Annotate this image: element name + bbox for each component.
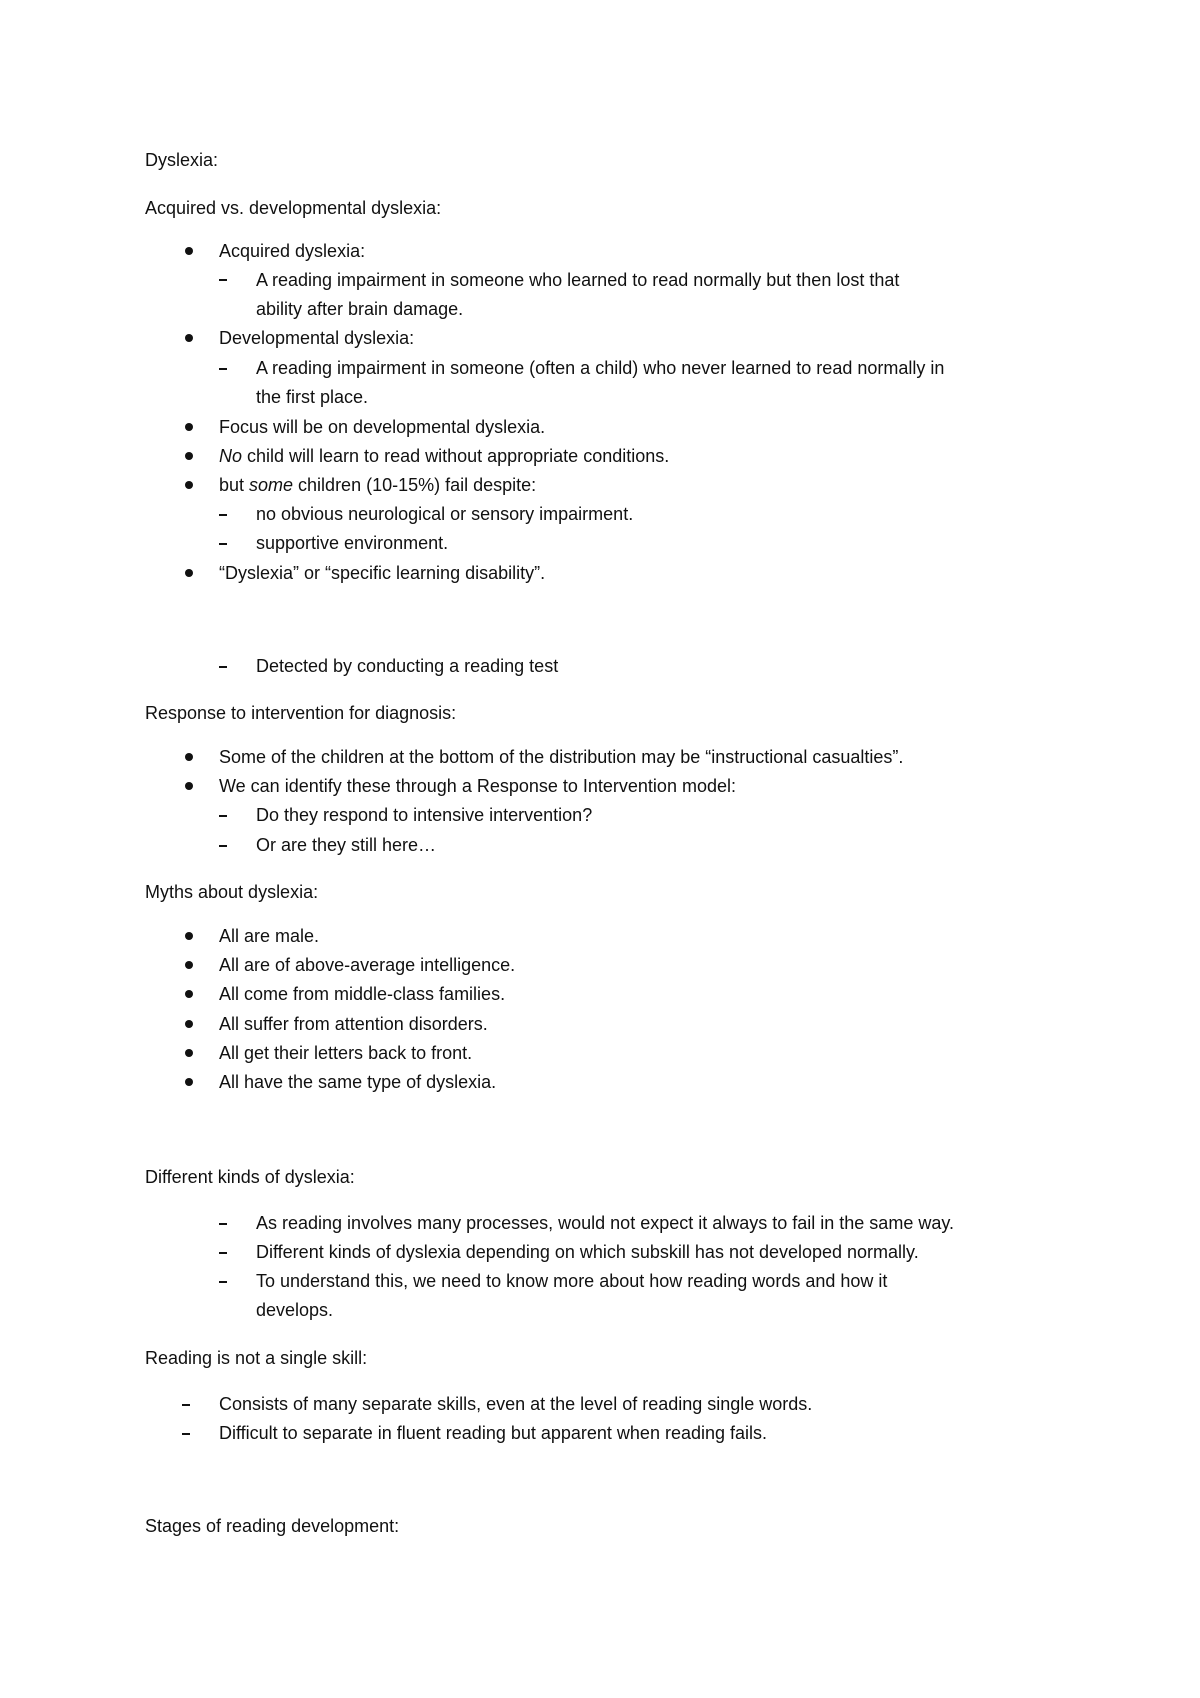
despite-item-2: supportive environment. (256, 533, 449, 553)
emphasis-no: No (219, 446, 243, 466)
dash-icon (219, 845, 227, 847)
bullet-icon (185, 1020, 193, 1028)
dash-icon (219, 1252, 227, 1254)
detected-item: Detected by conducting a reading test (256, 656, 559, 676)
dash-icon (219, 1223, 227, 1225)
bullet-icon (185, 452, 193, 460)
some-children-text: children (10-15%) fail despite: (293, 475, 537, 495)
section-heading-not-single-skill: Reading is not a single skill: (145, 1348, 368, 1368)
emphasis-some: some (249, 475, 294, 495)
bullet-icon (185, 1078, 193, 1086)
rti-subitem-1: Do they respond to intensive intervention? (256, 805, 593, 825)
myth-item: All are male. (219, 926, 320, 946)
bullet-icon (185, 932, 193, 940)
despite-item-1: no obvious neurological or sensory impairment. (256, 504, 634, 524)
but-text: but (219, 475, 250, 495)
section-heading-response-to-intervention: Response to intervention for diagnosis: (145, 703, 457, 723)
dash-icon (219, 514, 227, 516)
section-heading-myths: Myths about dyslexia: (145, 882, 319, 902)
list-item-rti-model: We can identify these through a Response to Intervention model: (219, 776, 736, 796)
list-item-instructional-casualties: Some of the children at the bottom of the distribution may be “instructional casualties”. (219, 747, 904, 767)
different-kinds-item-1: As reading involves many processes, would not expect it always to fail in the same way. (256, 1213, 955, 1233)
different-kinds-item-3-line-1: To understand this, we need to know more about how reading words and how it (256, 1271, 888, 1291)
no-child-text: child will learn to read without appropriate conditions. (242, 446, 670, 466)
bullet-icon (185, 990, 193, 998)
dash-icon (219, 1281, 227, 1283)
bullet-icon (185, 1049, 193, 1057)
myth-item: All are of above-average intelligence. (219, 955, 516, 975)
rti-subitem-2: Or are they still here… (256, 835, 437, 855)
bullet-icon (185, 334, 193, 342)
dash-icon (219, 279, 227, 281)
bullet-icon (185, 569, 193, 577)
myth-item: All have the same type of dyslexia. (219, 1072, 497, 1092)
list-item-terms: “Dyslexia” or “specific learning disability”. (219, 563, 546, 583)
myth-item: All suffer from attention disorders. (219, 1014, 488, 1034)
dash-icon (182, 1433, 190, 1435)
section-heading-acquired-vs-developmental: Acquired vs. developmental dyslexia: (145, 198, 442, 218)
section-heading-stages: Stages of reading development: (145, 1516, 400, 1536)
different-kinds-item-3-line-2: develops. (256, 1300, 334, 1320)
list-item-developmental-label: Developmental dyslexia: (219, 328, 415, 348)
list-item-acquired-label: Acquired dyslexia: (219, 241, 366, 261)
bullet-icon (185, 753, 193, 761)
developmental-definition-line-1: A reading impairment in someone (often a child) who never learned to read normally in (256, 358, 945, 378)
not-single-skill-item-2: Difficult to separate in fluent reading but apparent when reading fails. (219, 1423, 768, 1443)
bullet-icon (185, 481, 193, 489)
dash-icon (219, 543, 227, 545)
list-item-no-child (219, 445, 669, 467)
bullet-icon (185, 247, 193, 255)
developmental-definition-line-2: the first place. (256, 387, 369, 407)
myth-item: All come from middle-class families. (219, 984, 506, 1004)
dash-icon (182, 1404, 190, 1406)
acquired-definition-line-2: ability after brain damage. (256, 299, 464, 319)
document-title: Dyslexia: (145, 150, 219, 170)
myth-item: All get their letters back to front. (219, 1043, 473, 1063)
list-item-some-children (219, 474, 536, 496)
different-kinds-item-2: Different kinds of dyslexia depending on which subskill has not developed normally. (256, 1242, 919, 1262)
bullet-icon (185, 961, 193, 969)
bullet-icon (185, 423, 193, 431)
dash-icon (219, 815, 227, 817)
section-heading-different-kinds: Different kinds of dyslexia: (145, 1167, 355, 1187)
bullet-icon (185, 782, 193, 790)
list-item-focus: Focus will be on developmental dyslexia. (219, 417, 546, 437)
not-single-skill-item-1: Consists of many separate skills, even at the level of reading single words. (219, 1394, 813, 1414)
dash-icon (219, 666, 227, 668)
acquired-definition-line-1: A reading impairment in someone who learned to read normally but then lost that (256, 270, 900, 290)
dash-icon (219, 368, 227, 370)
